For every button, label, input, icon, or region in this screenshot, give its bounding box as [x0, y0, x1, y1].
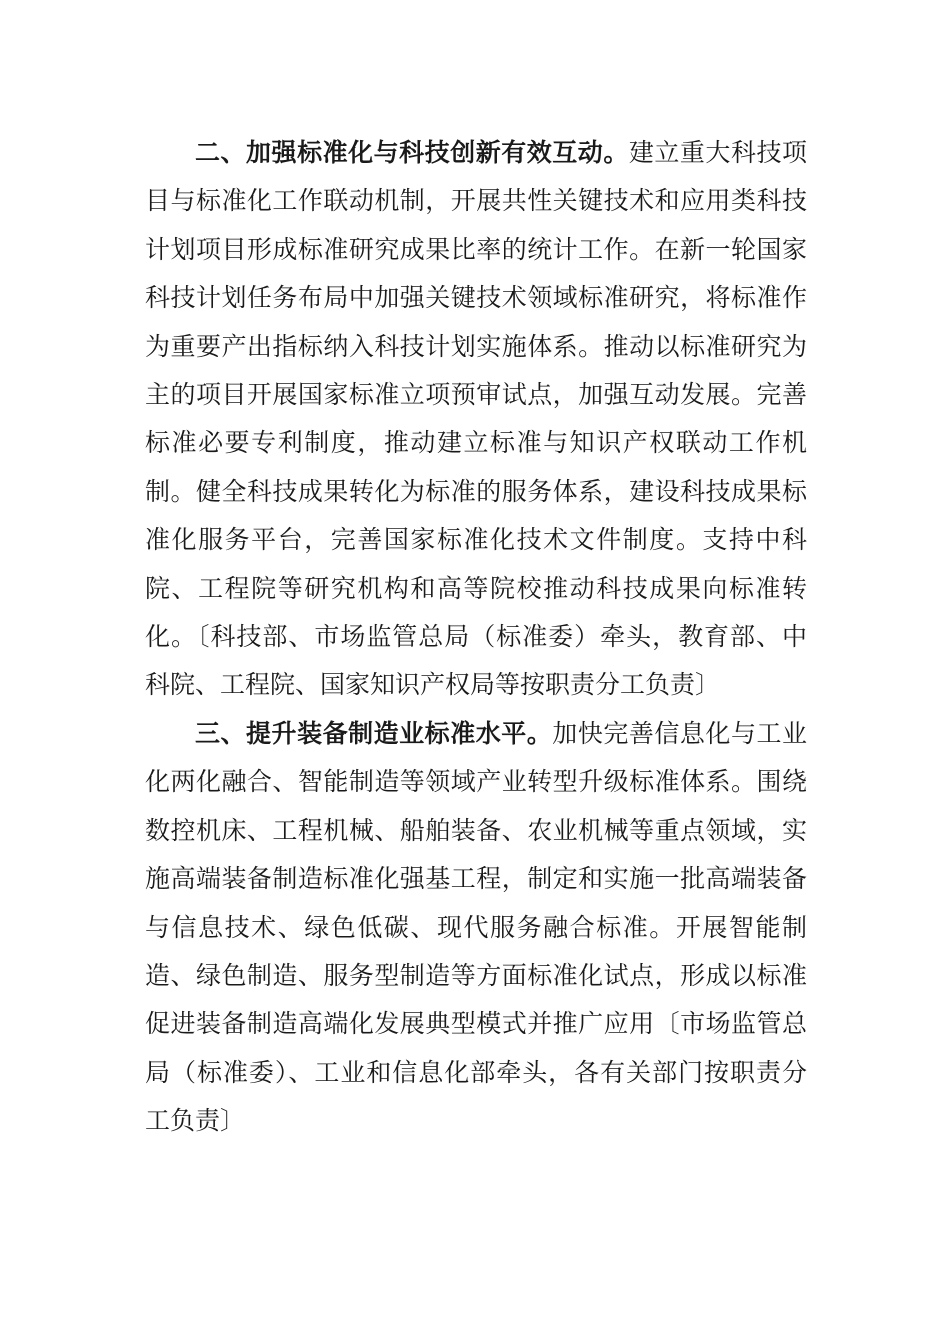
paragraph-equipment-manufacturing [145, 710, 807, 1146]
paragraph-heading: 三、提升装备制造业标准水平。 [195, 718, 553, 748]
paragraph-body: 建立重大科技项目与标准化工作联动机制，开展共性关键技术和应用类科技计划项目形成标准研究成果比率的统计工作。在新一轮国家科技计划任务布局中加强关键技术领域标准研究，将标准作为重要产出指标纳入科技计划实施体系。推动以标准研究为主的项目开展国家标准立项预审试点，加强互动发展。完善标准必要专利制度，推动建立标准与知识产权联动工作机制。健全科技成果转化为标准的服务体系，建设科技成果标准化服务平台，完善国家标准化技术文件制度。支持中科院、工程院等研究机构和高等院校推动科技成果向标准转化。〔科技部、市场监管总局（标准委）牵头，教育部、中科院、工程院、国家知识产权局等按职责分工负责〕 [145, 138, 807, 700]
paragraph-body: 加快完善信息化与工业化两化融合、智能制造等领域产业转型升级标准体系。围绕数控机床、工程机械、船舶装备、农业机械等重点领域，实施高端装备制造标准化强基工程，制定和实施一批高端装备与信息技术、绿色低碳、现代服务融合标准。开展智能制造、绿色制造、服务型制造等方面标准化试点，形成以标准促进装备制造高端化发展典型模式并推广应用〔市场监管总局（标准委）、工业和信息化部牵头，各有关部门按职责分工负责〕 [145, 718, 807, 1136]
document-page [145, 129, 807, 1146]
paragraph-standardization-innovation [145, 129, 807, 710]
paragraph-heading: 二、加强标准化与科技创新有效互动。 [195, 138, 629, 167]
